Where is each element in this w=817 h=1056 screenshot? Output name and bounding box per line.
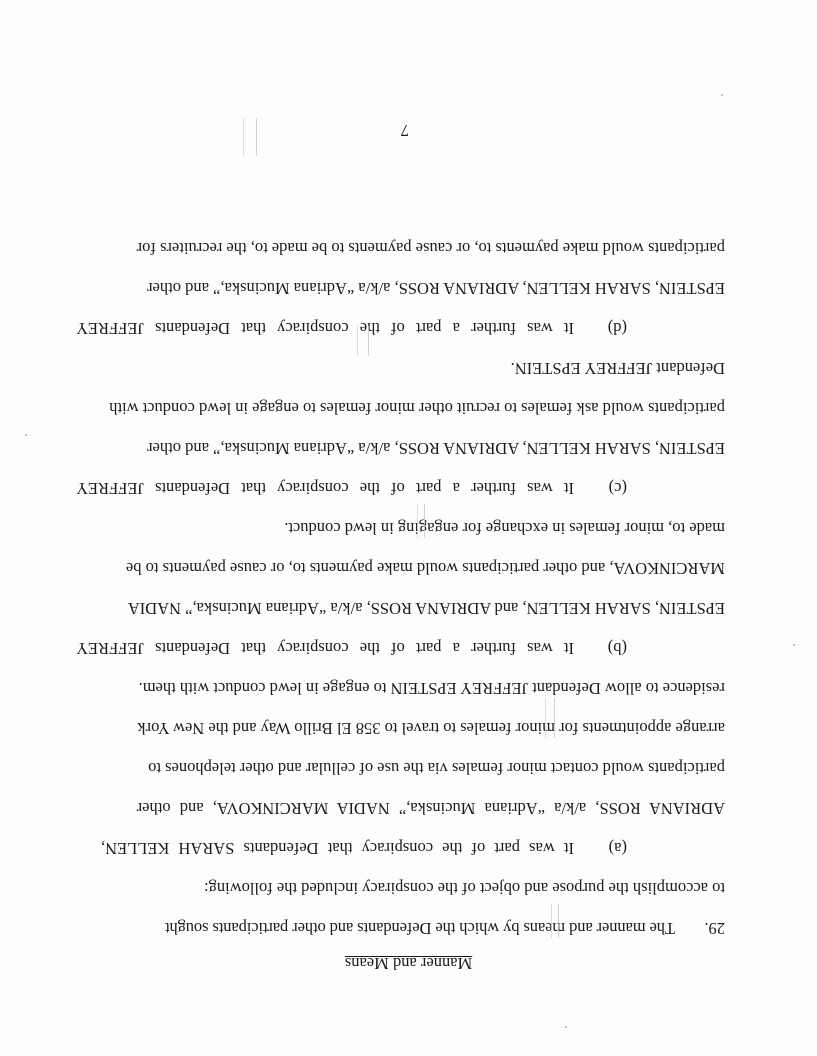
scan-speck [25,434,27,436]
subparagraph-a-line-4: arrange appointments for minor females to travel to 358 El Brillo Way and the New York [137,719,725,738]
subparagraph-b-line-3: MARCINKOVA, and other participants would make payments to, or cause payments to be [125,559,725,578]
subparagraph-c-line-1: It was further a part of the conspiracy that Defendants JEFFREY [76,479,574,498]
scan-smudge [545,698,555,738]
scan-speck [793,644,795,646]
scan-smudge [551,904,559,938]
paragraph-29-line-1: The manner and means by which the Defendants and other participants sought [165,919,675,938]
section-heading: Manner and Means [344,954,473,973]
subparagraph-d-line-1: It was further a part of the conspiracy that Defendants JEFFREY [76,319,574,338]
scan-smudge [357,326,369,356]
subparagraph-c-line-2: EPSTEIN, SARAH KELLEN, ADRIANA ROSS, a/k/a “Adriana Mucinska,” and other [147,439,725,458]
subparagraph-a-line-2: ADRIANA ROSS, a/k/a “Adriana Mucinska,” NADIA MARCINKOVA, and other [136,799,725,818]
scan-speck [721,94,723,96]
subparagraph-b-label: (b) [607,639,627,658]
subparagraph-a-line-1: It was part of the conspiracy that Defendants SARAH KELLEN, [101,839,574,858]
subparagraph-a-line-5: residence to allow Defendant JEFFREY EPSTEIN to engage in lewd conduct with them. [138,679,725,698]
subparagraph-c-line-4: Defendant JEFFREY EPSTEIN. [510,359,725,378]
scan-smudge [243,118,257,156]
scan-smudge [417,504,425,538]
subparagraph-b-line-4: made to, minor females in exchange for engaging in lewd conduct. [284,519,725,538]
subparagraph-c-label: (c) [608,479,627,498]
paragraph-number-29: 29. [704,919,725,938]
subparagraph-d-line-2: EPSTEIN, SARAH KELLEN, ADRIANA ROSS, a/k/a “Adriana Mucinska,” and other [147,279,725,298]
paragraph-29-line-2: to accomplish the purpose and object of the conspiracy included the following: [204,879,725,898]
subparagraph-d-label: (d) [607,319,627,338]
subparagraph-d-line-3: participants would make payments to, or cause payments to be made to, the recruiters for [136,239,725,258]
subparagraph-a-line-3: participants would contact minor females via the use of cellular and other telephones to [148,759,725,778]
subparagraph-c-line-3: participants would ask females to recruit other minor females to engage in lewd conduct with [109,399,725,418]
page-number: 7 [400,121,409,140]
subparagraph-b-line-2: EPSTEIN, SARAH KELLEN, and ADRIANA ROSS, a/k/a “Adriana Mucinska,” NADIA [127,599,725,618]
subparagraph-a-label: (a) [608,839,627,858]
subparagraph-b-line-1: It was further a part of the conspiracy that Defendants JEFFREY [76,639,574,658]
scan-speck [565,1026,567,1028]
